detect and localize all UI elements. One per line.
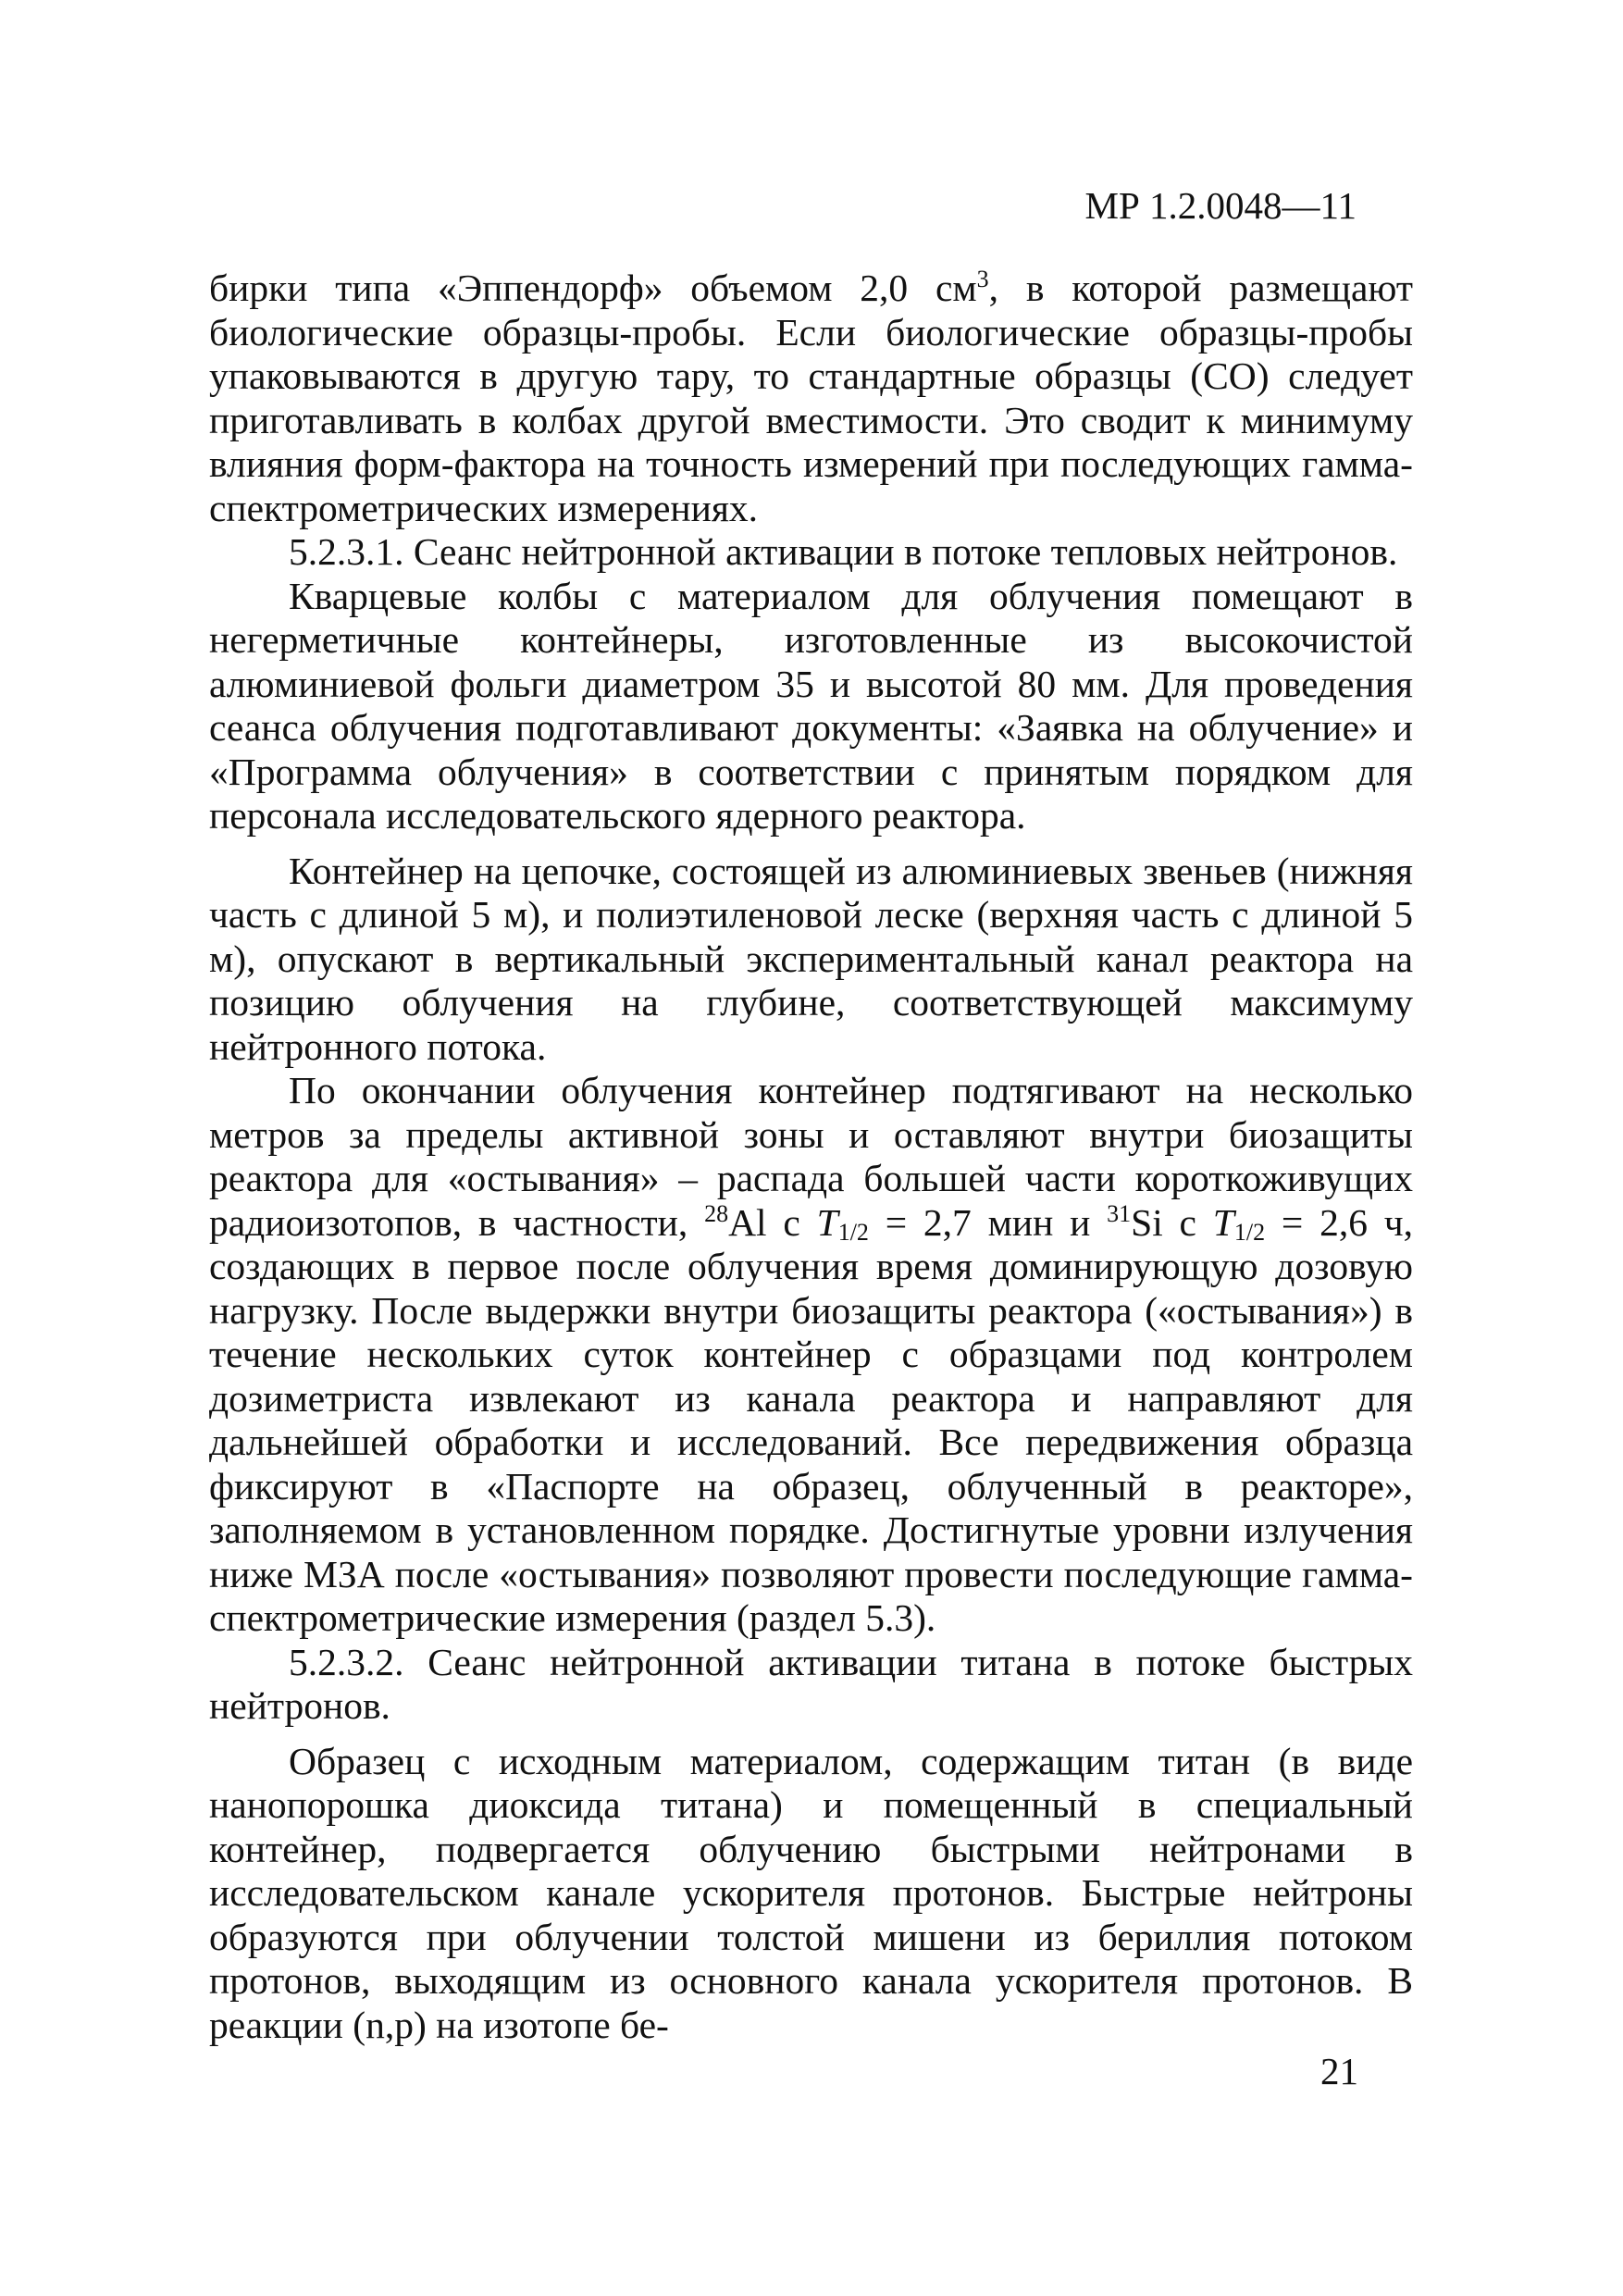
superscript: 3 [976,266,989,292]
subscript: 1/2 [837,1218,869,1246]
text-run: Si с [1131,1200,1213,1244]
text-run: , в которой размещают биологические образцы-пробы. Если биологические образцы-пробы упаковываются в другую тару, то стандартные образцы (СО) следует приготавливать в колбах другой вместимости. Это сводит к минимуму влияния форм-фактора на точность измерений при последующих гамма-спектрометрических измерениях. [209,267,1413,529]
body-text [209,267,1413,2047]
section-heading-5-2-3-2: 5.2.3.2. Сеанс нейтронной активации титана в потоке быстрых нейтронов. [209,1640,1413,1727]
subscript: 1/2 [1233,1218,1266,1246]
superscript: 31 [1107,1199,1132,1227]
document-code: МР 1.2.0048—11 [1084,184,1357,227]
paragraph-continuation [209,267,1413,530]
page-number: 21 [1320,2050,1358,2092]
italic-symbol: T [816,1200,838,1244]
text-run: Al с [728,1200,817,1244]
text-run: = 2,7 мин и [868,1200,1108,1244]
italic-symbol: T [1212,1200,1234,1244]
paragraph-quartz-flasks: Кварцевые колбы с материалом для облучения помещают в негерметичные контейнеры, изготовленные из высокочистой алюминиевой фольги диаметром 35 и высотой 80 мм. Для проведения сеанса облучения подготавливают документы: «Заявка на облучение» и «Программа облучения» в соответствии с принятым порядком для персонала исследовательского ядерного реактора. [209,574,1413,837]
section-heading-5-2-3-1: 5.2.3.1. Сеанс нейтронной активации в потоке тепловых нейтронов. [289,530,1398,573]
paragraph-titanium-sample: Образец с исходным материалом, содержащим титан (в виде нанопорошка диоксида титана) и помещенный в специальный контейнер, подвергается облучению быстрыми нейтронами в исследовательском канале ускорителя протонов. Быстрые нейтроны образуются при облучении толстой мишени из бериллия потоком протонов, выходящим из основного канала ускорителя протонов. В реакции (n,p) на изотопе бе- [209,1739,1413,2046]
text-run: = 2,6 ч, создающих в первое после облучения время доминирующую дозовую нагрузку. После выдержки внутри биозащиты реактора («остывания») в течение нескольких суток контейнер с образцами под контролем дозиметриста извлекают из канала реактора и направляют для дальнейшей обработки и исследований. Все передвижения образца фиксируют в «Паспорте на образец, облученный в реакторе», заполняемом в установленном порядке. Достигнутые уровни излучения ниже МЗА после «остывания» позволяют провести последующие гамма-спектрометрические измерения (раздел 5.3). [209,1200,1414,1639]
text-run: По окончании облучения контейнер подтягивают на несколько метров за пределы активной зоны и оставляют внутри биозащиты реактора для «остывания» – распада большей части короткоживущих радиоизотопов, в частности, [209,1069,1413,1244]
paragraph-after-irradiation [209,1069,1413,1641]
paragraph-container-chain: Контейнер на цепочке, состоящей из алюминиевых звеньев (нижняя часть с длиной 5 м), и полиэтиленовой леске (верхняя часть с длиной 5 м), опускают в вертикальный экспериментальный канал реактора на позицию облучения на глубине, соответствующей максимуму нейтронного потока. [209,849,1413,1068]
text-run: бирки типа «Эппендорф» объемом 2,0 см [209,267,977,309]
superscript: 28 [704,1199,729,1227]
